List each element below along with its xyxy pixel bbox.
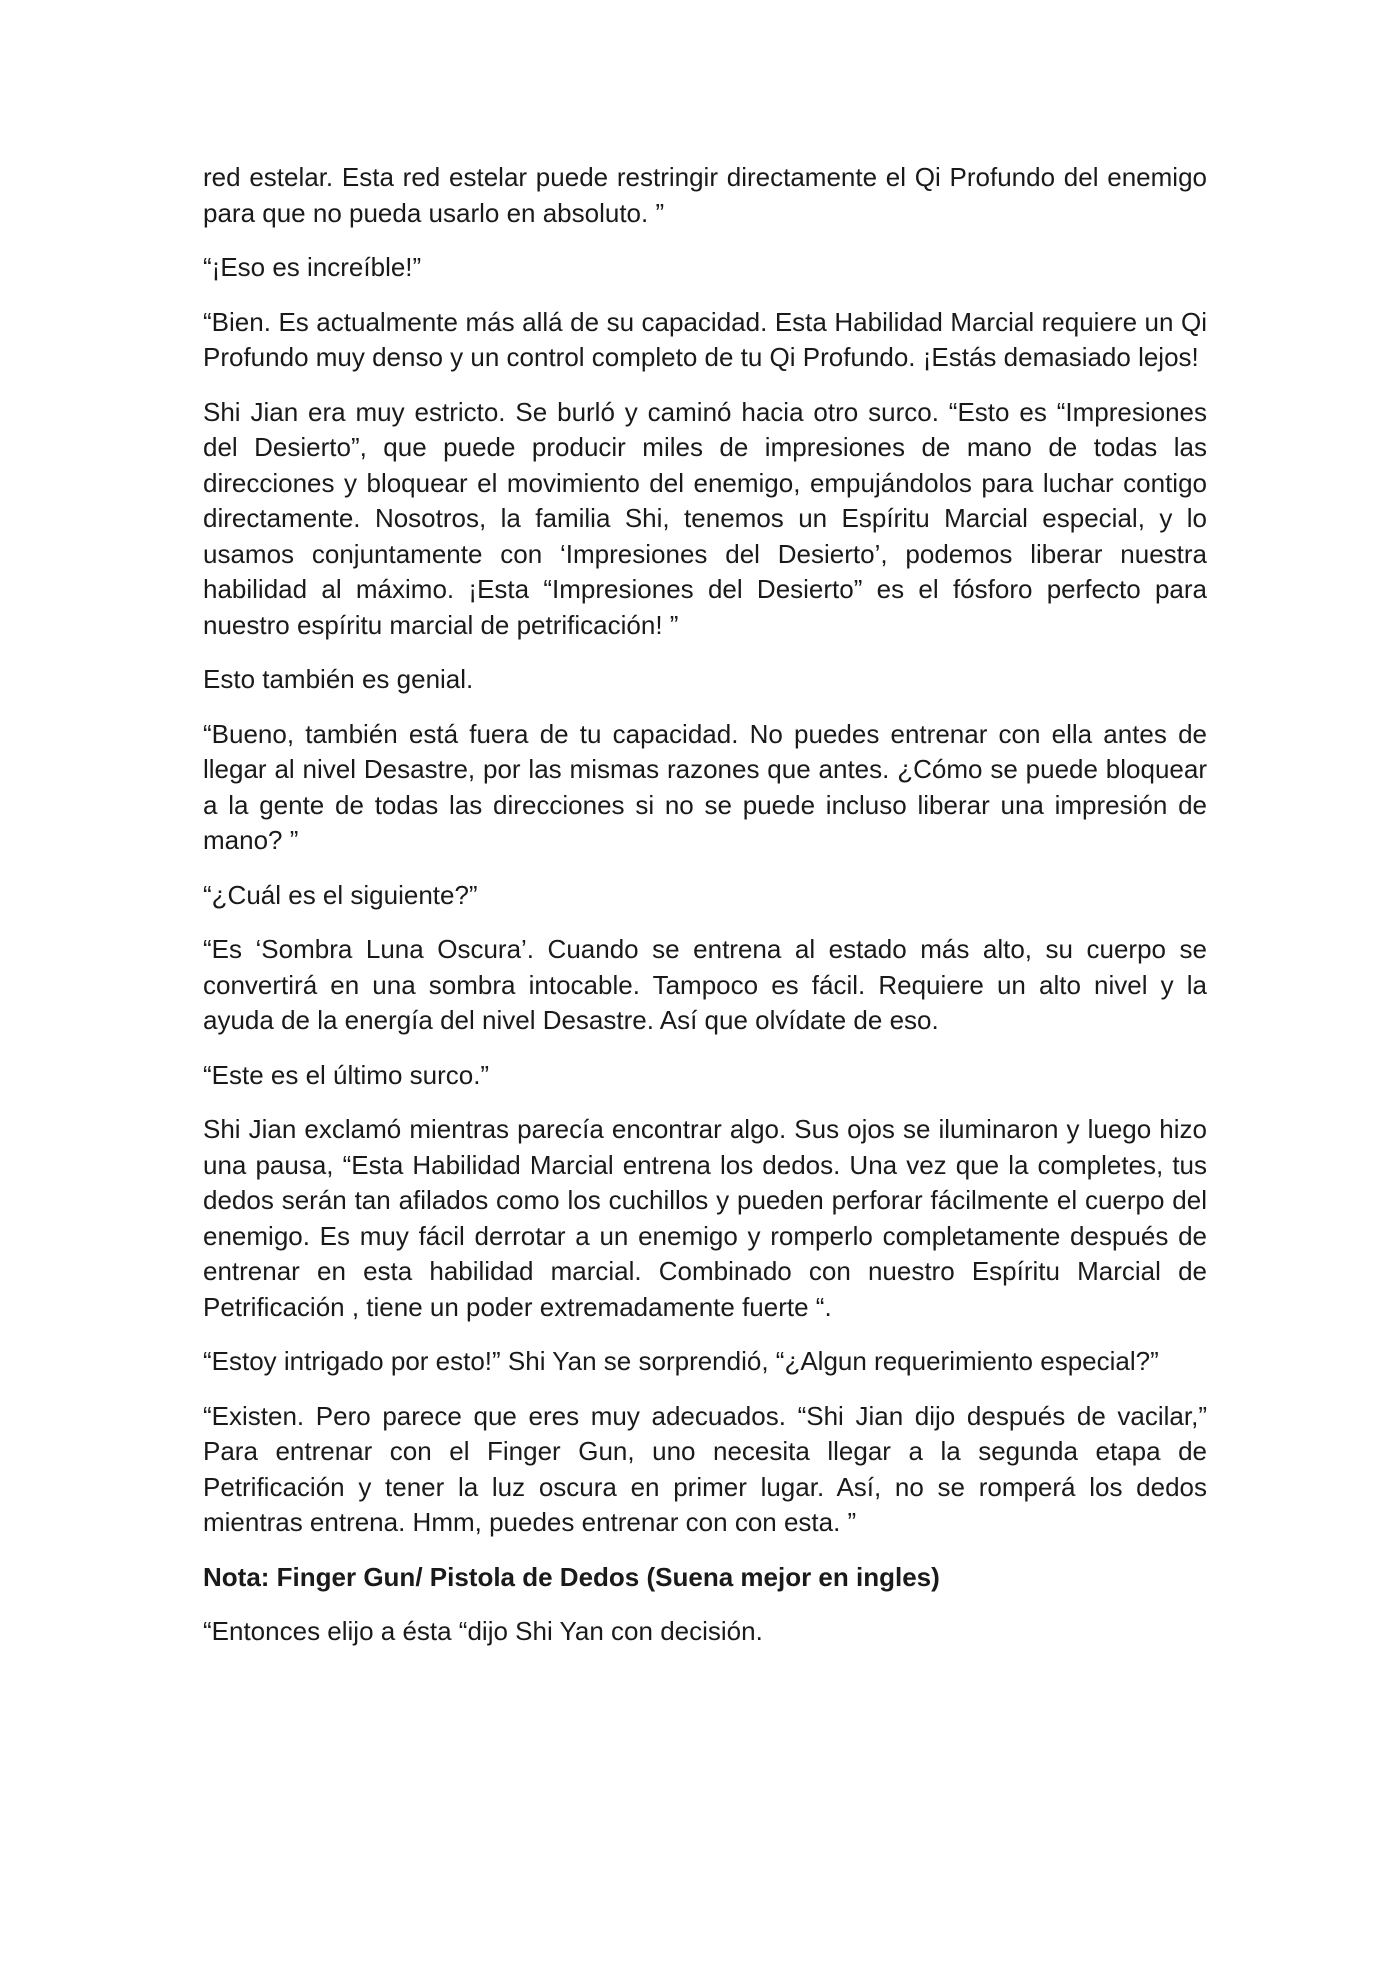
paragraph-3: “Bien. Es actualmente más allá de su capacidad. Esta Habilidad Marcial requiere un Qi Profundo muy denso y un control completo de tu Qi Profundo. ¡Estás demasiado lejos! xyxy=(203,306,1207,372)
paragraph-5: Esto también es genial. xyxy=(203,664,474,694)
paragraph-7: “¿Cuál es el siguiente?” xyxy=(203,879,478,910)
paragraph-8: “Es ‘Sombra Luna Oscura’. Cuando se entrena al estado más alto, su cuerpo se convertirá en una sombra intocable. Tampoco es fácil. Requiere un alto nivel y la ayuda de la energía del nivel Desastre. Así que olvídate de eso. xyxy=(203,934,1207,1035)
paragraph-14: “Entonces elijo a ésta “dijo Shi Yan con decisión. xyxy=(203,1616,763,1646)
paragraph-6: “Bueno, también está fuera de tu capacidad. No puedes entrenar con ella antes de llegar al nivel Desastre, por las mismas razones que antes. ¿Cómo se puede bloquear a la gente de todas las direcciones si no se puede incluso liberar una impresión de mano? ” xyxy=(203,718,1207,855)
paragraph-2: “¡Eso es increíble!” xyxy=(203,252,422,282)
paragraph-9: “Este es el último surco.” xyxy=(203,1059,490,1090)
note-heading: Nota: Finger Gun/ Pistola de Dedos (Suena mejor en ingles) xyxy=(203,1561,940,1592)
document-body xyxy=(203,160,1207,1669)
paragraph-11: “Estoy intrigado por esto!” Shi Yan se sorprendió, “¿Algun requerimiento especial?” xyxy=(203,1346,1159,1376)
paragraph-10: Shi Jian exclamó mientras parecía encontrar algo. Sus ojos se iluminaron y luego hizo una pausa, “Esta Habilidad Marcial entrena los dedos. Una vez que la completes, tus dedos serán tan afilados como los cuchillos y pueden perforar fácilmente el cuerpo del enemigo. Es muy fácil derrotar a un enemigo y romperlo completamente después de entrenar en esta habilidad marcial. Combinado con nuestro Espíritu Marcial de Petrificación , tiene un poder extremadamente fuerte “. xyxy=(203,1114,1207,1322)
paragraph-4: Shi Jian era muy estricto. Se burló y caminó hacia otro surco. “Esto es “Impresiones del Desierto”, que puede producir miles de impresiones de mano de todas las direcciones y bloquear el movimiento del enemigo, empujándolos para luchar contigo directamente. Nosotros, la familia Shi, tenemos un Espíritu Marcial especial, y lo usamos conjuntamente con ‘Impresiones del Desierto’, podemos liberar nuestra habilidad al máximo. ¡Esta “Impresiones del Desierto” es el fósforo perfecto para nuestro espíritu marcial de petrificación! ” xyxy=(203,396,1207,640)
paragraph-12: “Existen. Pero parece que eres muy adecuados. “Shi Jian dijo después de vacilar,” Para entrenar con el Finger Gun, uno necesita llegar a la segunda etapa de Petrificación y tener la luz oscura en primer lugar. Así, no se romperá los dedos mientras entrena. Hmm, puedes entrenar con con esta. ” xyxy=(203,1400,1207,1537)
paragraph-1: red estelar. Esta red estelar puede restringir directamente el Qi Profundo del enemigo para que no pueda usarlo en absoluto. ” xyxy=(203,162,1207,228)
